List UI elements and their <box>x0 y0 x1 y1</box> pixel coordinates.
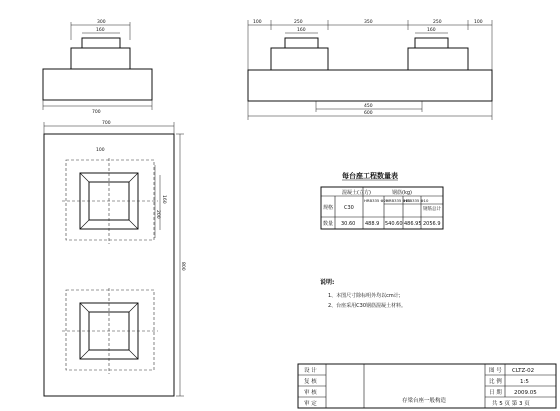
dim-right-seg2: 250 <box>294 20 303 25</box>
front-pedestal-left <box>271 48 328 70</box>
tb-drawing-no-label: 图 号 <box>489 368 502 374</box>
dim-right-seg3: 350 <box>364 20 373 25</box>
notes-heading: 说明: <box>320 279 335 286</box>
table-qty-concrete: 30.60 <box>341 221 356 227</box>
front-base <box>248 70 492 101</box>
table-spec-s3: HRB335 Φ10 <box>404 198 429 203</box>
dim-left-width: 700 <box>92 110 101 115</box>
left-cap <box>82 38 120 48</box>
table-row-spec: 规格 <box>323 205 334 211</box>
tb-design-label: 设 计 <box>304 368 317 374</box>
front-cap-left <box>285 38 318 48</box>
front-cap-right <box>415 38 448 48</box>
tb-approve-label: 审 定 <box>304 401 317 407</box>
tb-date: 2009.05 <box>514 390 537 396</box>
notes-line2: 2、台座采用C30钢筋混凝土材料。 <box>328 303 407 309</box>
tb-drawing-title: 存梁台座一般构造 <box>401 398 447 404</box>
dim-right-cap2: 160 <box>427 28 436 33</box>
table-qty-s2: 540.60 <box>385 221 403 227</box>
tb-review-label: 复 核 <box>304 379 317 385</box>
dim-plan-height: 800 <box>180 262 185 271</box>
notes <box>320 278 406 309</box>
table-row-qty: 数量 <box>323 221 334 227</box>
dim-right-seg1: 100 <box>253 20 262 25</box>
quantity-table <box>321 171 443 229</box>
dim-plan-width: 700 <box>102 121 111 126</box>
left-elevation <box>43 19 152 115</box>
tb-scale: 1:5 <box>520 379 529 385</box>
dim-left-top-b: 160 <box>96 28 105 33</box>
dim-right-total: 600 <box>364 111 373 116</box>
plan-block-upper <box>62 158 158 244</box>
tb-date-label: 日 期 <box>489 390 502 396</box>
table-qty-total: 2056.9 <box>423 221 441 227</box>
table-qty-s3: 486.95 <box>404 221 422 227</box>
left-pedestal <box>71 48 130 69</box>
table-title: 每台座工程数量表 <box>342 172 398 180</box>
dim-right-cap1: 160 <box>297 28 306 33</box>
tb-drawing-no: CLTZ-02 <box>512 368 535 374</box>
dim-right-inner: 450 <box>364 104 373 109</box>
dim-plan-top-small: 100 <box>96 148 105 153</box>
front-pedestal-right <box>408 48 468 70</box>
table-spec-concrete: C30 <box>344 205 354 211</box>
table-col-steel: 钢筋(kg) <box>392 190 412 196</box>
dim-plan-side-a: 160 <box>161 195 166 204</box>
left-base <box>43 69 152 100</box>
front-elevation <box>248 19 492 120</box>
notes-line1: 1、本图尺寸除标明外均以cm计; <box>328 293 401 299</box>
dim-right-seg5: 100 <box>474 20 483 25</box>
dim-plan-side-b: 200 <box>155 210 160 219</box>
table-spec-s2: HRB335 Φ12 <box>386 198 411 203</box>
table-qty-s1: 488.9 <box>365 221 380 227</box>
title-block <box>298 364 556 408</box>
table-col-concrete: 混凝土(立方) <box>342 190 371 196</box>
plan-block-lower <box>62 288 158 374</box>
plan-view <box>44 120 186 396</box>
tb-scale-label: 比 例 <box>489 379 502 385</box>
dim-right-seg4: 250 <box>433 20 442 25</box>
tb-sheet: 共 5 页 第 3 页 <box>492 401 530 407</box>
table-spec-s1: HRB335 Φ25 <box>364 198 389 203</box>
tb-check-label: 审 核 <box>304 390 317 396</box>
dim-left-top-a: 300 <box>97 20 106 25</box>
table-spec-total: 钢筋总计 <box>423 207 441 212</box>
